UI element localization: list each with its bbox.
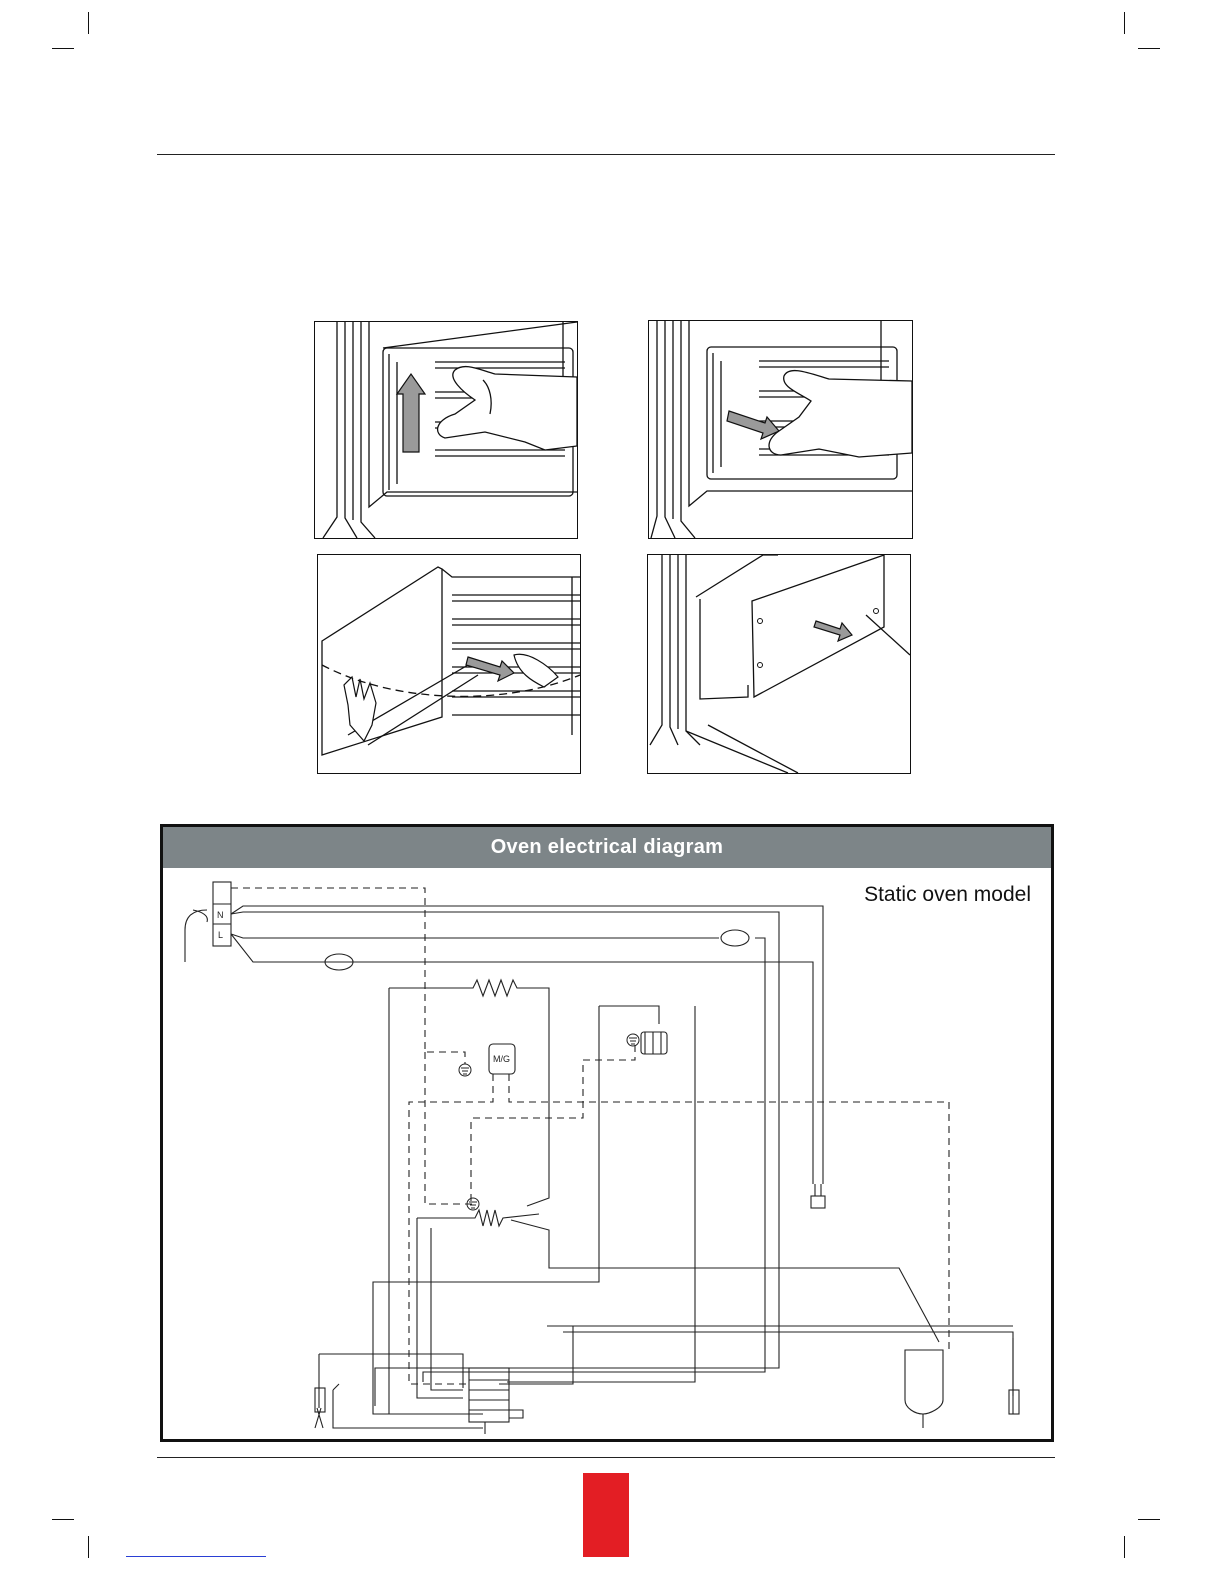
- crop-mark-br-h: [1138, 1519, 1160, 1520]
- crop-mark-bl-h: [52, 1519, 74, 1520]
- electrical-diagram: [160, 824, 1054, 1442]
- crop-mark-tl-h: [52, 48, 74, 49]
- crop-mark-tl-v: [88, 12, 89, 34]
- terminal-label-n: N: [217, 910, 224, 920]
- crop-mark-tr-h: [1138, 48, 1160, 49]
- diagram-subtitle: Static oven model: [864, 883, 1031, 906]
- crop-mark-br-v: [1124, 1536, 1125, 1558]
- mg-label: M/G: [493, 1054, 510, 1064]
- diagram-title: Oven electrical diagram: [163, 827, 1051, 868]
- illustration-lift-panel: [314, 321, 578, 539]
- page-number-tab: [583, 1473, 629, 1557]
- wiring-schematic: [163, 868, 1051, 1439]
- illustration-pull-panel: [648, 320, 913, 539]
- illustration-remove-rack: [317, 554, 581, 774]
- crop-mark-tr-v: [1124, 12, 1125, 34]
- header-rule: [157, 154, 1055, 155]
- crop-mark-bl-v: [88, 1536, 89, 1558]
- terminal-label-l: L: [218, 930, 224, 940]
- illustration-remove-back-panel: [647, 554, 911, 774]
- footer-rule: [157, 1457, 1055, 1458]
- footer-link-underline: [126, 1556, 266, 1557]
